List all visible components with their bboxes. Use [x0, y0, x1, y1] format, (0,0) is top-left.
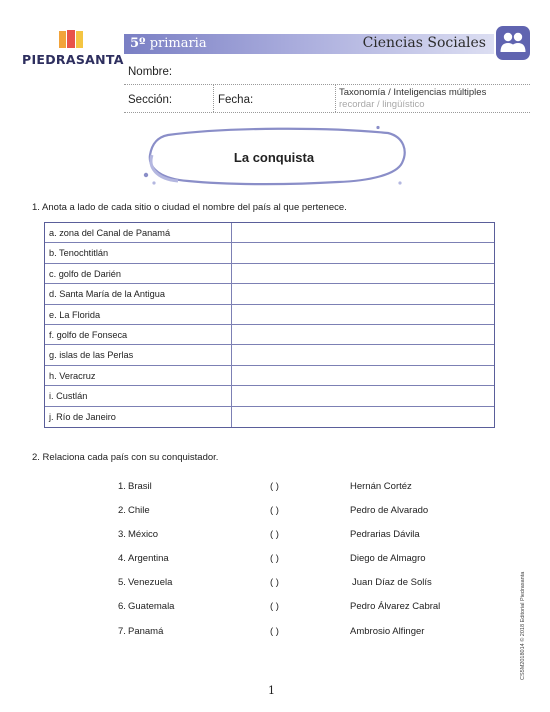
table-row	[45, 345, 494, 365]
places-table	[44, 222, 495, 428]
table-row	[45, 386, 494, 406]
answer-cell[interactable]	[232, 366, 494, 385]
answer-cell[interactable]	[232, 243, 494, 262]
table-row	[45, 264, 494, 284]
conquistador-name: Juan Díaz de Solís	[352, 577, 432, 588]
answer-cell[interactable]	[232, 345, 494, 364]
book-logo-icon	[58, 30, 84, 50]
answer-blank[interactable]: ( )	[270, 553, 279, 564]
answer-blank[interactable]: ( )	[270, 601, 279, 612]
table-row	[45, 223, 494, 243]
answer-cell[interactable]	[232, 325, 494, 344]
subject-label: Ciencias Sociales	[362, 35, 486, 51]
copyright-code: CS5M2018014 © 2018 Editorial Piedrasanta	[520, 571, 526, 680]
conquistador-name: Diego de Almagro	[350, 553, 426, 564]
answer-cell[interactable]	[232, 386, 494, 405]
match-row	[118, 626, 448, 642]
place-cell: h. Veracruz	[45, 366, 232, 385]
place-cell: j. Río de Janeiro	[45, 407, 232, 427]
conquistador-name: Hernán Cortéz	[350, 481, 412, 492]
answer-blank[interactable]: ( )	[270, 626, 279, 637]
answer-cell[interactable]	[232, 223, 494, 242]
brand-name: PIEDRASANTA	[22, 52, 124, 67]
divider-1	[213, 85, 214, 112]
country-name: Argentina	[128, 553, 169, 564]
section-line	[124, 112, 530, 113]
country-name: Chile	[128, 505, 150, 516]
place-cell: i. Custlán	[45, 386, 232, 405]
answer-blank[interactable]: ( )	[270, 529, 279, 540]
place-cell: a. zona del Canal de Panamá	[45, 223, 232, 242]
date-label: Fecha:	[218, 94, 254, 106]
instruction-2: 2. Relaciona cada país con su conquistador.	[32, 452, 219, 463]
name-line	[124, 84, 530, 85]
taxonomy-label: Taxonomía / Inteligencias múltiples	[339, 87, 487, 98]
brand-logo	[22, 30, 124, 70]
table-row	[45, 325, 494, 345]
match-number: 5.	[118, 577, 126, 588]
conquistador-name: Ambrosio Alfinger	[350, 626, 425, 637]
conquistador-name: Pedro de Alvarado	[350, 505, 429, 516]
answer-cell[interactable]	[232, 284, 494, 303]
match-number: 6.	[118, 601, 126, 612]
answer-cell[interactable]	[232, 407, 494, 427]
country-name: Venezuela	[128, 577, 173, 588]
table-row	[45, 407, 494, 427]
answer-blank[interactable]: ( )	[270, 481, 279, 492]
answer-blank[interactable]: ( )	[270, 577, 279, 588]
table-row	[45, 366, 494, 386]
match-row	[118, 577, 448, 593]
divider-2	[335, 85, 336, 112]
grade-word: primaria	[149, 36, 207, 51]
match-number: 4.	[118, 553, 126, 564]
answer-cell[interactable]	[232, 305, 494, 324]
grade-label	[130, 36, 207, 51]
place-cell: b. Tenochtitlán	[45, 243, 232, 262]
table-row	[45, 284, 494, 304]
page-number: 1	[268, 684, 275, 697]
place-cell: c. golfo de Darién	[45, 264, 232, 283]
page-title: La conquista	[233, 150, 315, 165]
answer-blank[interactable]: ( )	[270, 505, 279, 516]
place-cell: f. golfo de Fonseca	[45, 325, 232, 344]
match-number: 7.	[118, 626, 126, 637]
match-number: 3.	[118, 529, 126, 540]
instruction-1: 1. Anota a lado de cada sitio o ciudad el nombre del país al que pertenece.	[32, 202, 347, 213]
taxonomy-sub: recordar / lingüístico	[339, 99, 425, 110]
match-row	[118, 553, 448, 569]
conquistador-name: Pedro Álvarez Cabral	[350, 601, 441, 612]
match-row	[118, 481, 448, 497]
section-label: Sección:	[128, 94, 173, 106]
match-row	[118, 601, 448, 617]
match-number: 1.	[118, 481, 126, 492]
place-cell: g. islas de las Perlas	[45, 345, 232, 364]
table-row	[45, 243, 494, 263]
place-cell: e. La Florida	[45, 305, 232, 324]
table-row	[45, 305, 494, 325]
match-number: 2.	[118, 505, 126, 516]
country-name: Panamá	[128, 626, 164, 637]
match-row	[118, 529, 448, 545]
answer-cell[interactable]	[232, 264, 494, 283]
grade-number: 5º	[130, 36, 146, 51]
grade-bar	[124, 34, 494, 54]
name-label: Nombre:	[128, 66, 173, 78]
people-icon	[496, 26, 530, 60]
country-name: Brasil	[128, 481, 152, 492]
conquistador-name: Pedrarias Dávila	[350, 529, 420, 540]
country-name: México	[128, 529, 159, 540]
country-name: Guatemala	[128, 601, 175, 612]
match-row	[118, 505, 448, 521]
place-cell: d. Santa María de la Antigua	[45, 284, 232, 303]
